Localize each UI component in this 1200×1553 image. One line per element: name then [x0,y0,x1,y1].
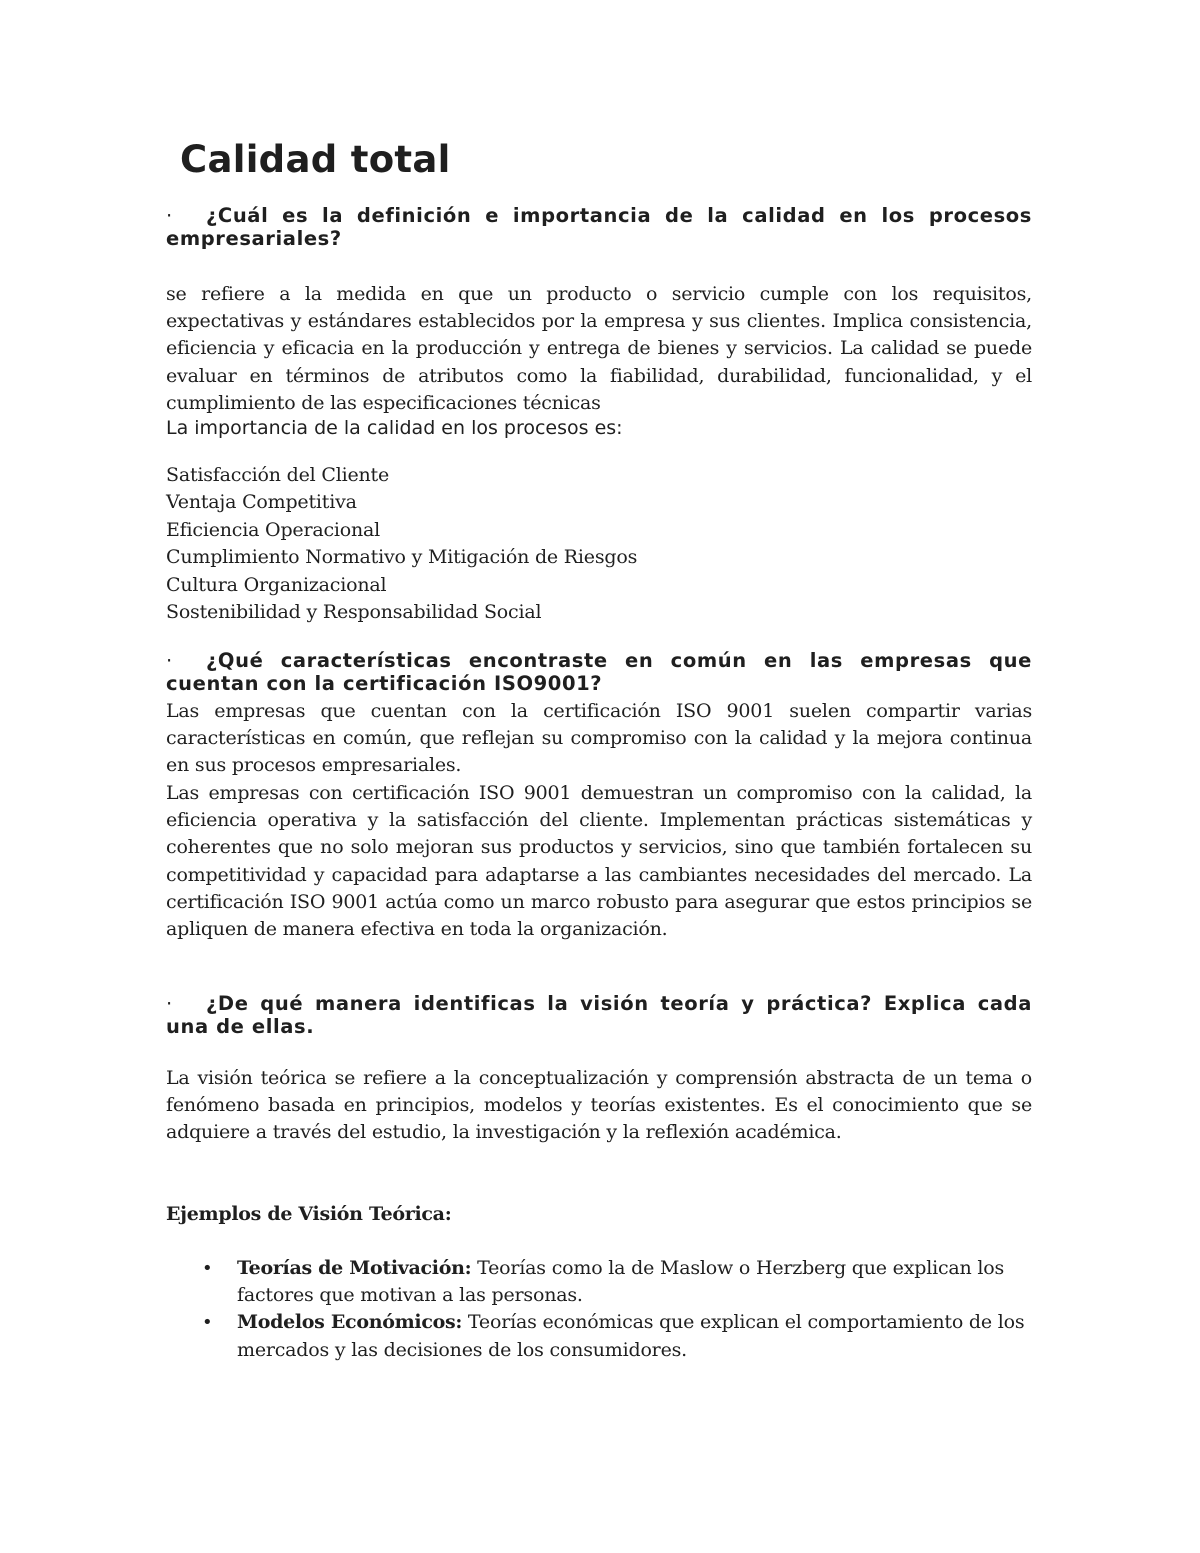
bullet-dot-icon: • [202,1312,213,1334]
examples-heading: Ejemplos de Visión Teórica: [166,1203,452,1225]
importance-intro: La importancia de la calidad en los procesos es: [166,417,623,439]
list-item: Sostenibilidad y Responsabilidad Social [166,601,542,624]
document-title: Calidad total [180,138,451,181]
list-item: Ventaja Competitiva [166,491,357,514]
answer-1-definition: se refiere a la medida en que un producto o servicio cumple con los requisitos, expectativas y estándares establecidos por la empresa y sus clientes. Implica consistencia, eficiencia y eficacia en la producción y entrega de bienes y servicios. La calidad se puede evaluar en términos de atributos como la fiabilidad, durabilidad, funcionalidad, y el cumplimiento de las especificaciones técnicas [166,283,1032,414]
question-1 [166,204,1032,250]
example-text: Teorías económicas que explican el comportamiento de los mercados y las decisiones de los consumidores. [237,1311,1025,1361]
list-item: Eficiencia Operacional [166,518,381,541]
example-term: Modelos Económicos: [237,1311,463,1334]
question-bullet: · [166,204,173,227]
list-item: Satisfacción del Cliente [166,464,390,486]
importance-list [166,462,1032,626]
question-3 [166,992,1032,1038]
example-text: Teorías como la de Maslow o Herzberg que explican los factores que motivan a las personas. [237,1257,1005,1307]
example-term: Teorías de Motivación: [237,1257,472,1279]
question-2 [166,649,1032,695]
question-2-text: ¿Qué características encontraste en común en las empresas que cuentan con la certificación ISO9001? [166,649,1032,695]
question-1-text: ¿Cuál es la definición e importancia de la calidad en los procesos empresariales? [166,204,1032,250]
answer-2-paragraph-1: Las empresas que cuentan con la certificación ISO 9001 suelen compartir varias características en común, que reflejan su compromiso con la calidad y la mejora continua en sus procesos empresariales. [166,700,1032,777]
examples-list [166,1255,1032,1364]
question-3-text: ¿De qué manera identificas la visión teoría y práctica? Explica cada una de ellas. [166,992,1032,1038]
list-item: Cultura Organizacional [166,573,387,596]
list-item [166,1255,1032,1309]
answer-3-paragraph: La visión teórica se refiere a la conceptualización y comprensión abstracta de un tema o fenómeno basada en principios, modelos y teorías existentes. Es el conocimiento que se adquiere a través del estudio, la investigación y la reflexión académica. [166,1067,1032,1144]
answer-2-paragraph-2: Las empresas con certificación ISO 9001 demuestran un compromiso con la calidad, la eficiencia operativa y la satisfacción del cliente. Implementan prácticas sistemáticas y coherentes que no solo mejoran sus productos y servicios, sino que también fortalecen su competitividad y capacidad para adaptarse a las cambiantes necesidades del mercado. La certificación ISO 9001 actúa como un marco robusto para asegurar que estos principios se apliquen de manera efectiva en toda la organización. [166,782,1032,941]
question-bullet: · [166,992,173,1015]
list-item [166,1309,1032,1363]
question-bullet: · [166,649,173,672]
list-item: Cumplimiento Normativo y Mitigación de Riesgos [166,546,638,569]
bullet-dot-icon: • [202,1258,213,1279]
